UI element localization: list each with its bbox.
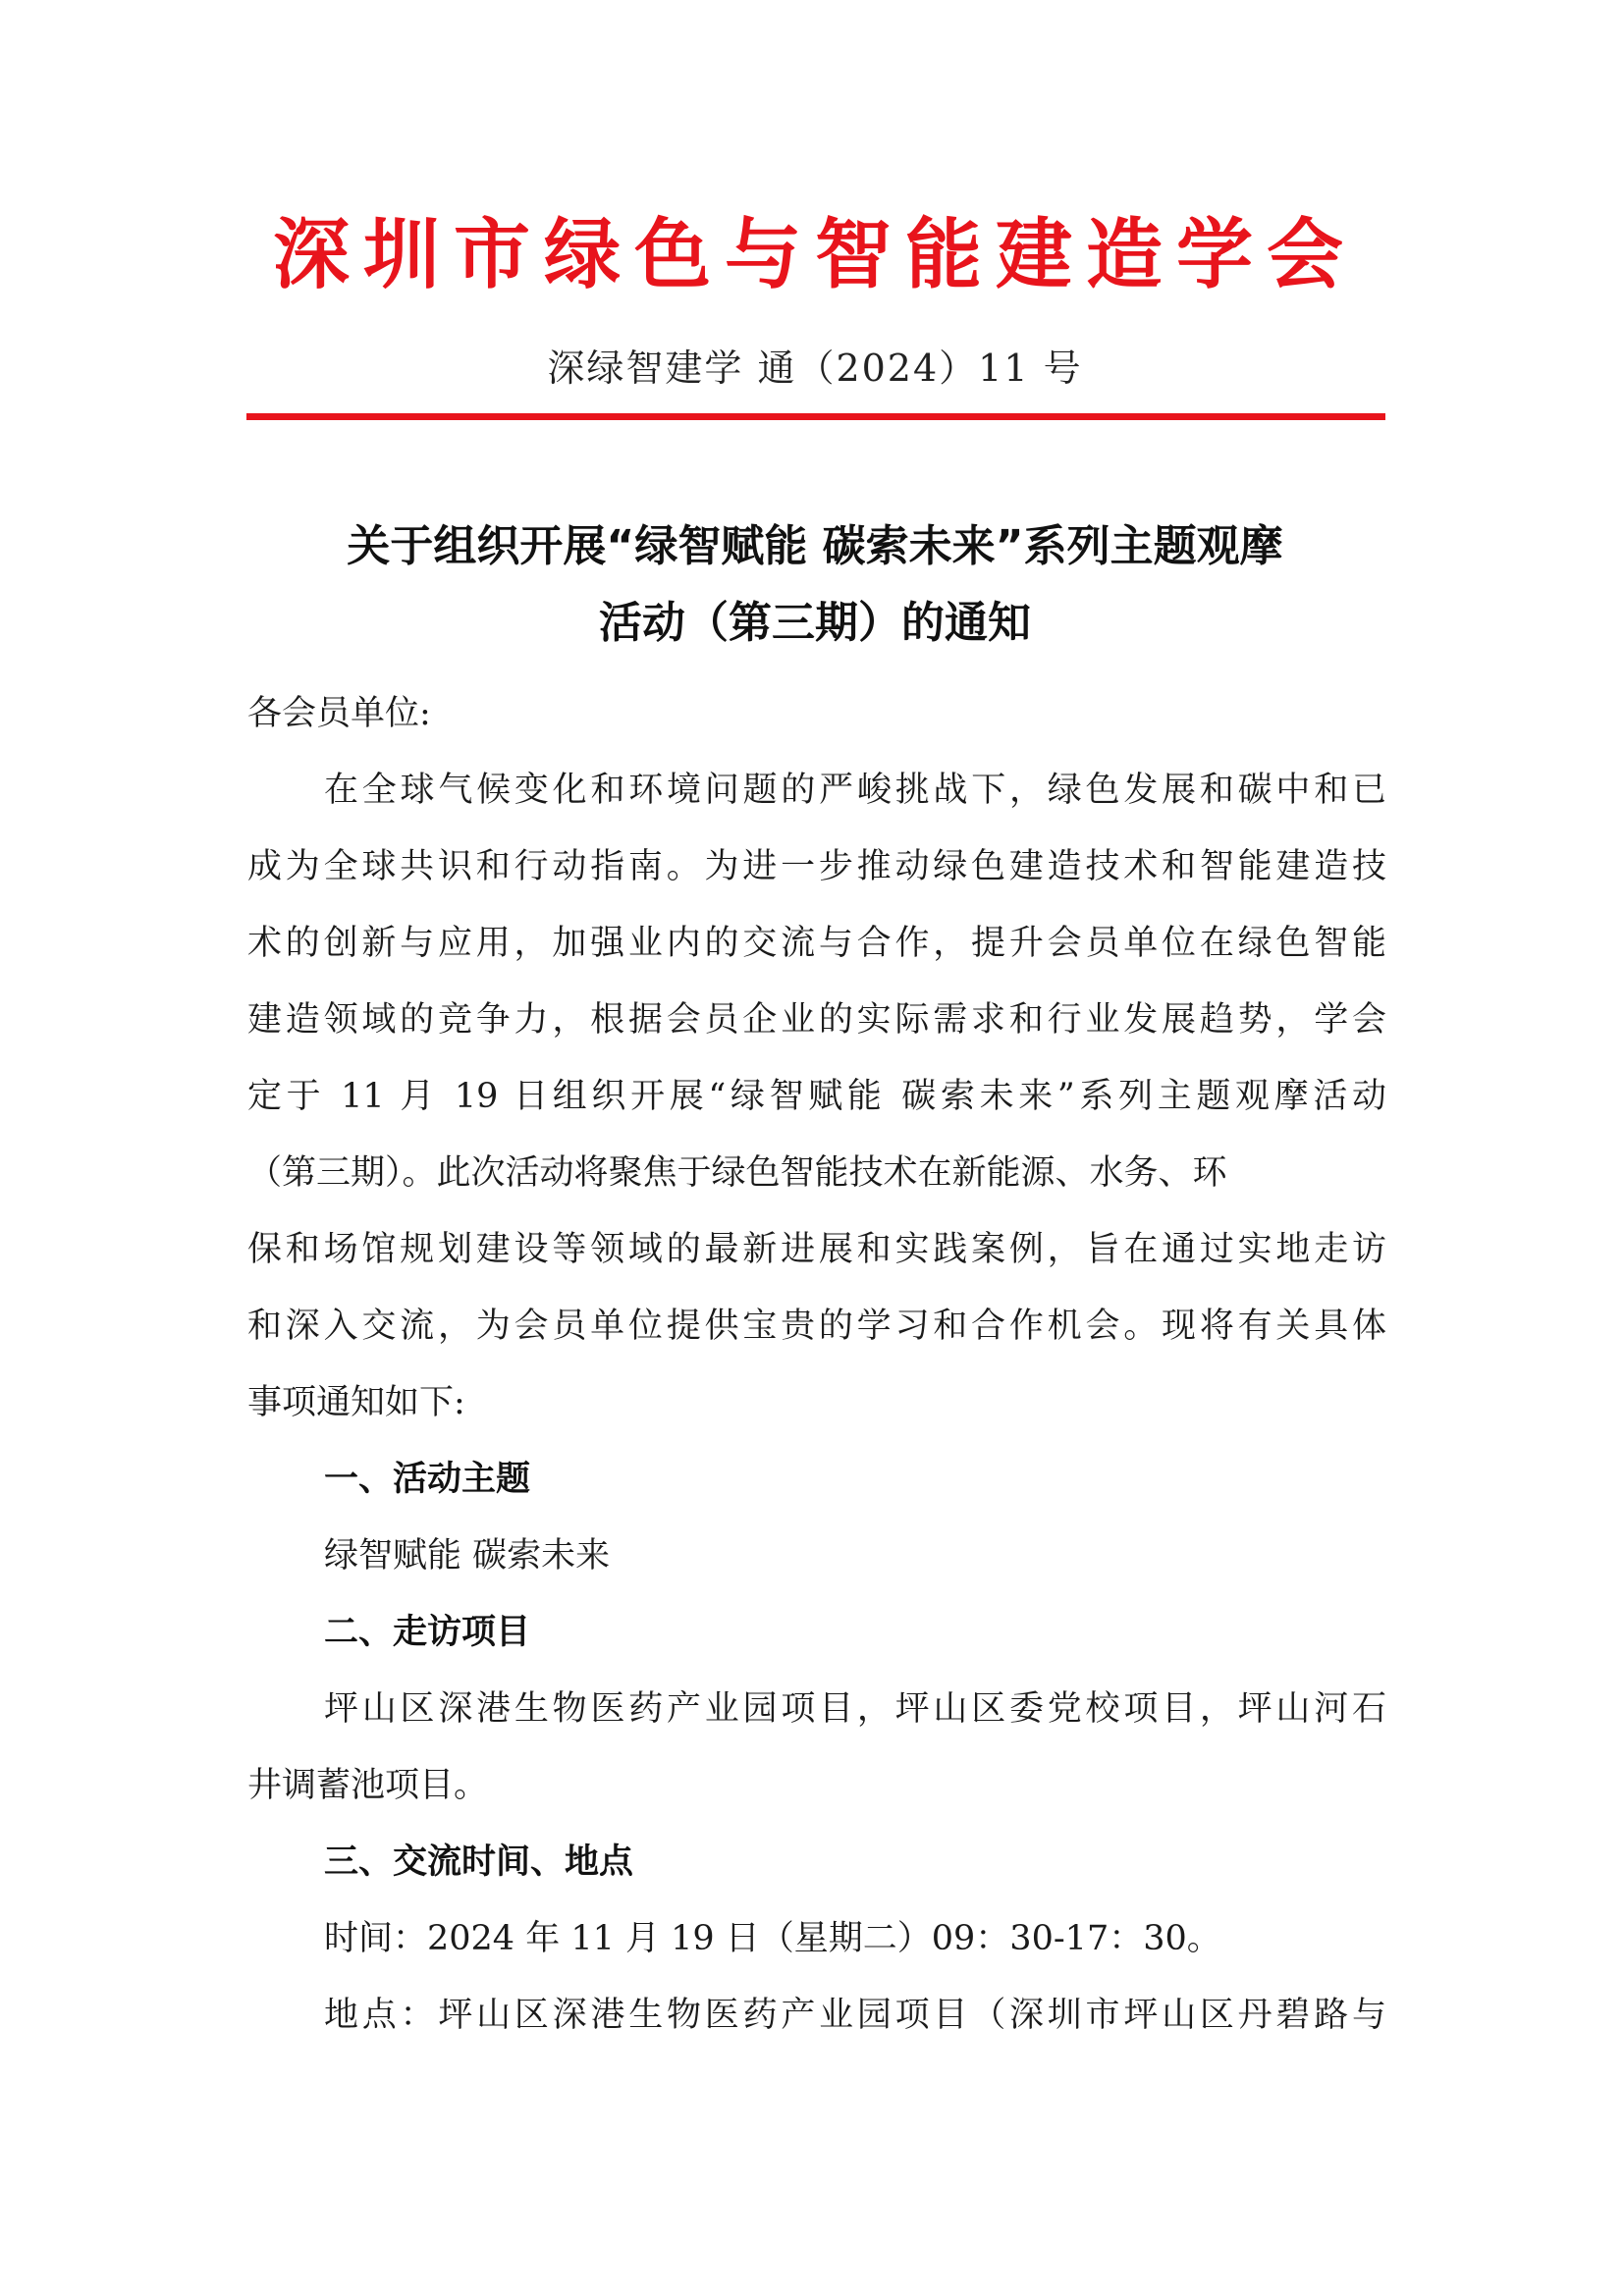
intro-line: 建造领域的竞争力，根据会员企业的实际需求和行业发展趋势，学会 [247, 1000, 1386, 1040]
notice-title [245, 508, 1384, 662]
intro-line: 和深入交流，为会员单位提供宝贵的学习和合作机会。现将有关具体 [247, 1307, 1386, 1346]
red-divider-rule [246, 413, 1385, 420]
intro-line: 成为全球共识和行动指南。为进一步推动绿色建造技术和智能建造技 [247, 847, 1386, 886]
section-text-projects: 坪山区深港生物医药产业园项目，坪山区委党校项目，坪山河石 [324, 1689, 1386, 1729]
intro-line: 在全球气候变化和环境问题的严峻挑战下，绿色发展和碳中和已 [324, 771, 1386, 810]
section-text-time: 时间：2024 年 11 月 19 日（星期二）09：30-17：30。 [324, 1919, 1221, 1958]
salutation: 各会员单位: [247, 694, 431, 733]
notice-title-line-2: 活动（第三期）的通知 [599, 598, 1031, 648]
section-text-projects: 井调蓄池项目。 [247, 1766, 489, 1805]
intro-line: 保和场馆规划建设等领域的最新进展和实践案例，旨在通过实地走访 [247, 1230, 1386, 1269]
section-heading-theme: 一、活动主题 [324, 1460, 531, 1499]
section-text-theme: 绿智赋能 碳索未来 [324, 1536, 611, 1575]
intro-line: 事项通知如下: [247, 1383, 465, 1422]
intro-line: （第三期）。此次活动将聚焦于绿色智能技术在新能源、水务、环 [247, 1153, 1227, 1193]
notice-title-line-1: 关于组织开展“绿智赋能 碳索未来”系列主题观摩 [347, 521, 1283, 571]
organization-masthead: 深圳市绿色与智能建造学会 [272, 211, 1357, 299]
section-heading-time-place: 三、交流时间、地点 [324, 1842, 634, 1882]
intro-line: 术的创新与应用，加强业内的交流与合作，提升会员单位在绿色智能 [247, 924, 1386, 963]
section-heading-projects: 二、走访项目 [324, 1613, 531, 1652]
document-number: 深绿智建学 通（2024）11 号 [547, 347, 1083, 390]
intro-line: 定于 11 月 19 日组织开展“绿智赋能 碳索未来”系列主题观摩活动 [247, 1077, 1386, 1116]
section-text-place: 地点：坪山区深港生物医药产业园项目（深圳市坪山区丹碧路与 [324, 1996, 1386, 2035]
